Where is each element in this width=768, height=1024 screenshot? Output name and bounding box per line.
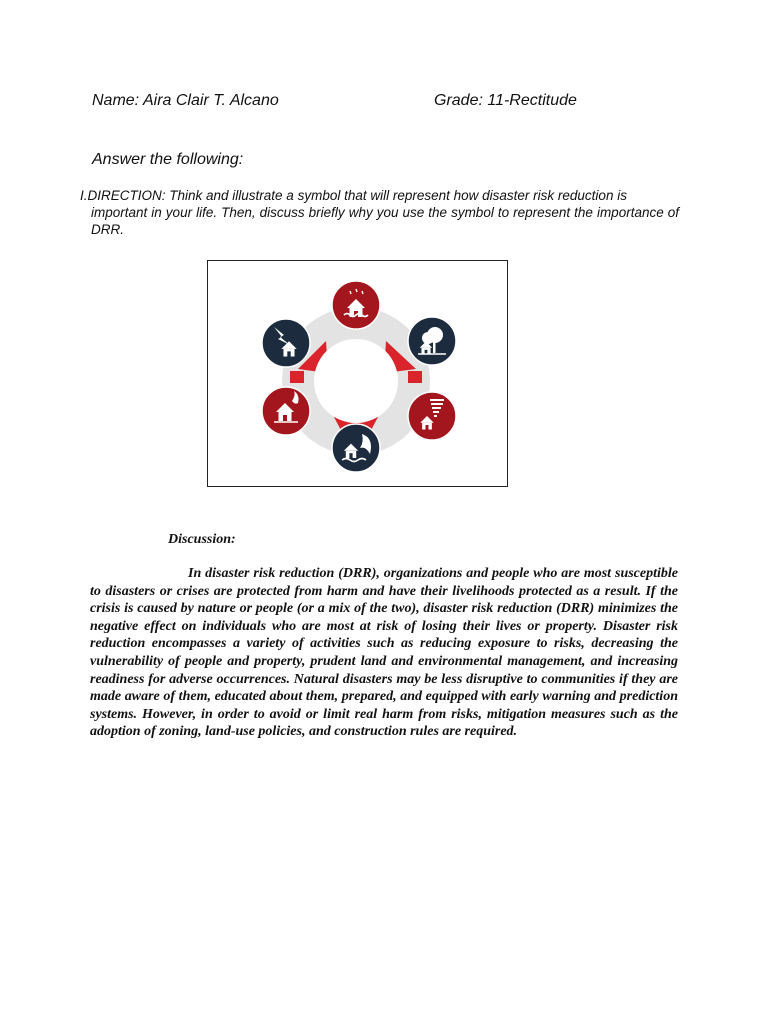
discussion-body [90, 565, 678, 741]
tsunami-house-icon [332, 424, 380, 472]
student-name: Name: Aira Clair T. Alcano [92, 92, 279, 109]
direction-text [80, 187, 679, 238]
ring-inner [314, 339, 398, 423]
student-grade: Grade: 11-Rectitude [434, 92, 577, 109]
discussion-text: In disaster risk reduction (DRR), organizations and people who are most susceptible to disasters or crises are protected from harm and have their livelihoods protected as a result. If the crisis is caused by nature or people (or a mix of the two), disaster risk reduction (DRR) minimizes the negative effect on individuals who are most at risk of losing their lives or property. Disaster risk reduction encompasses a variety of activities such as reducing exposure to risks, decreasing the vulnerability of people and property, prudent land and environmental management, and increasing readiness for adverse occurrences. Natural disasters may be less disruptive to communities if they are made aware of them, educated about them, prepared, and equipped with early warning and prediction systems. However, in order to avoid or limit real harm from risks, mitigation measures such as the adoption of zoning, land-use policies, and construction rules are required. [90, 566, 678, 740]
flood-house-icon [332, 281, 380, 329]
fire-house-icon [262, 387, 310, 435]
storm-tree-house-icon [408, 317, 456, 365]
ring-red-notch-left [290, 371, 304, 383]
discussion-title: Discussion: [168, 532, 236, 547]
lightning-house-icon [262, 319, 310, 367]
direction-line-1: I.DIRECTION: Think and illustrate a symbol that will represent how disaster risk reduction is [80, 188, 627, 203]
direction-line-rest: important in your life. Then, discuss briefly why you use the symbol to represent the importance of DRR. [91, 205, 679, 237]
drr-symbol-illustration [208, 261, 507, 486]
answer-prompt: Answer the following: [92, 151, 244, 168]
drr-symbol-figure [207, 260, 508, 487]
tornado-house-icon [408, 392, 456, 440]
ring-red-notch-right [408, 371, 422, 383]
